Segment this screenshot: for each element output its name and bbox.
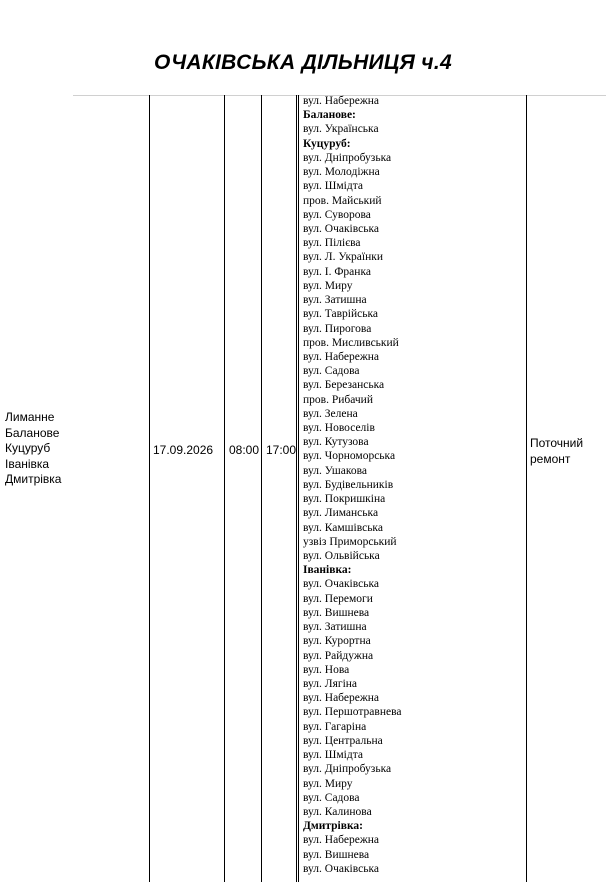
village-heading: Дмитрівка:	[303, 820, 363, 833]
street-item: вул. Садова	[303, 365, 360, 378]
street-item: вул. Набережна	[303, 692, 380, 705]
street-item: вул. Дніпробузька	[303, 763, 392, 776]
reason-line: ремонт	[530, 452, 571, 466]
column-divider-streets	[296, 95, 299, 882]
street-item: вул. Затишна	[303, 621, 367, 634]
street-item: вул. Райдужна	[303, 649, 374, 662]
street-item: вул. Центральна	[303, 734, 383, 747]
street-item: пров. Майський	[303, 194, 382, 207]
street-item: вул. Лягіна	[303, 677, 358, 690]
street-item: вул. І. Франка	[303, 265, 371, 278]
villages-cell	[5, 410, 61, 488]
street-item: вул. Шмідта	[303, 749, 363, 762]
village-name: Дмитрівка	[5, 472, 62, 486]
street-item: вул. Очаківська	[303, 862, 379, 875]
start-time-cell: 08:00	[229, 443, 260, 457]
village-name: Лиманне	[5, 410, 55, 424]
village-heading: Куцуруб:	[303, 137, 351, 150]
street-item: вул. Перемоги	[303, 592, 373, 605]
street-item: вул. Миру	[303, 279, 353, 292]
street-item: вул. Нова	[303, 663, 350, 676]
column-divider-end	[261, 95, 262, 882]
village-name: Куцуруб	[5, 441, 51, 455]
street-item: вул. Лиманська	[303, 507, 379, 520]
street-item: вул. Українська	[303, 123, 379, 136]
village-name: Баланове	[5, 425, 60, 440]
street-item: пров. Мисливський	[303, 336, 399, 349]
street-item: узвіз Приморський	[303, 535, 397, 548]
street-item: вул. Ушакова	[303, 464, 367, 477]
street-item: вул. Першотравнева	[303, 706, 402, 719]
street-item: вул. Вишнева	[303, 848, 370, 861]
streets-cell	[303, 94, 523, 876]
street-item: вул. Чорноморська	[303, 450, 396, 463]
street-item: вул. Набережна	[303, 95, 380, 107]
street-item: вул. Пілієва	[303, 237, 361, 250]
street-item: вул. Калинова	[303, 805, 372, 818]
street-item: вул. Затишна	[303, 294, 367, 307]
column-divider-reason	[526, 95, 527, 882]
street-item: вул. Гагаріна	[303, 720, 367, 733]
street-item: пров. Рибачий	[303, 393, 373, 406]
street-item: вул. Набережна	[303, 834, 380, 847]
date-cell: 17.09.2026	[153, 443, 214, 457]
street-item: вул. Миру	[303, 777, 353, 790]
reason-line: Поточний	[530, 436, 584, 450]
street-item: вул. Очаківська	[303, 578, 379, 591]
street-item: вул. Пирогова	[303, 322, 372, 335]
street-item: вул. Л. Українки	[303, 251, 383, 264]
street-item: вул. Очаківська	[303, 222, 379, 235]
street-item: вул. Таврійська	[303, 308, 379, 321]
street-item: вул. Суворова	[303, 208, 371, 221]
village-heading: Іванівка:	[303, 564, 352, 577]
street-item: вул. Кутузова	[303, 436, 369, 449]
page-title: ОЧАКІВСЬКА ДІЛЬНИЦЯ ч.4	[154, 51, 452, 74]
street-item: вул. Березанська	[303, 379, 385, 392]
street-item: вул. Камшівська	[303, 521, 383, 534]
street-item: вул. Курортна	[303, 635, 371, 648]
reason-cell	[530, 435, 600, 467]
village-name: Іванівка	[5, 456, 50, 471]
street-item: вул. Молодіжна	[303, 166, 380, 179]
street-item: вул. Новоселів	[303, 422, 375, 435]
street-item: вул. Будівельників	[303, 478, 394, 491]
street-item: вул. Ольвійська	[303, 550, 380, 562]
village-heading: Баланове:	[303, 109, 356, 122]
column-divider-start	[224, 95, 225, 882]
street-item: вул. Шмідта	[303, 180, 363, 193]
end-time-cell: 17:00	[266, 443, 297, 457]
street-item: вул. Зелена	[303, 407, 358, 420]
street-item: вул. Вишнева	[303, 606, 370, 619]
street-item: вул. Покришкіна	[303, 493, 386, 506]
street-item: вул. Дніпробузька	[303, 151, 392, 164]
street-item: вул. Набережна	[303, 350, 380, 363]
column-divider-date	[149, 95, 150, 882]
street-item: вул. Садова	[303, 791, 360, 804]
